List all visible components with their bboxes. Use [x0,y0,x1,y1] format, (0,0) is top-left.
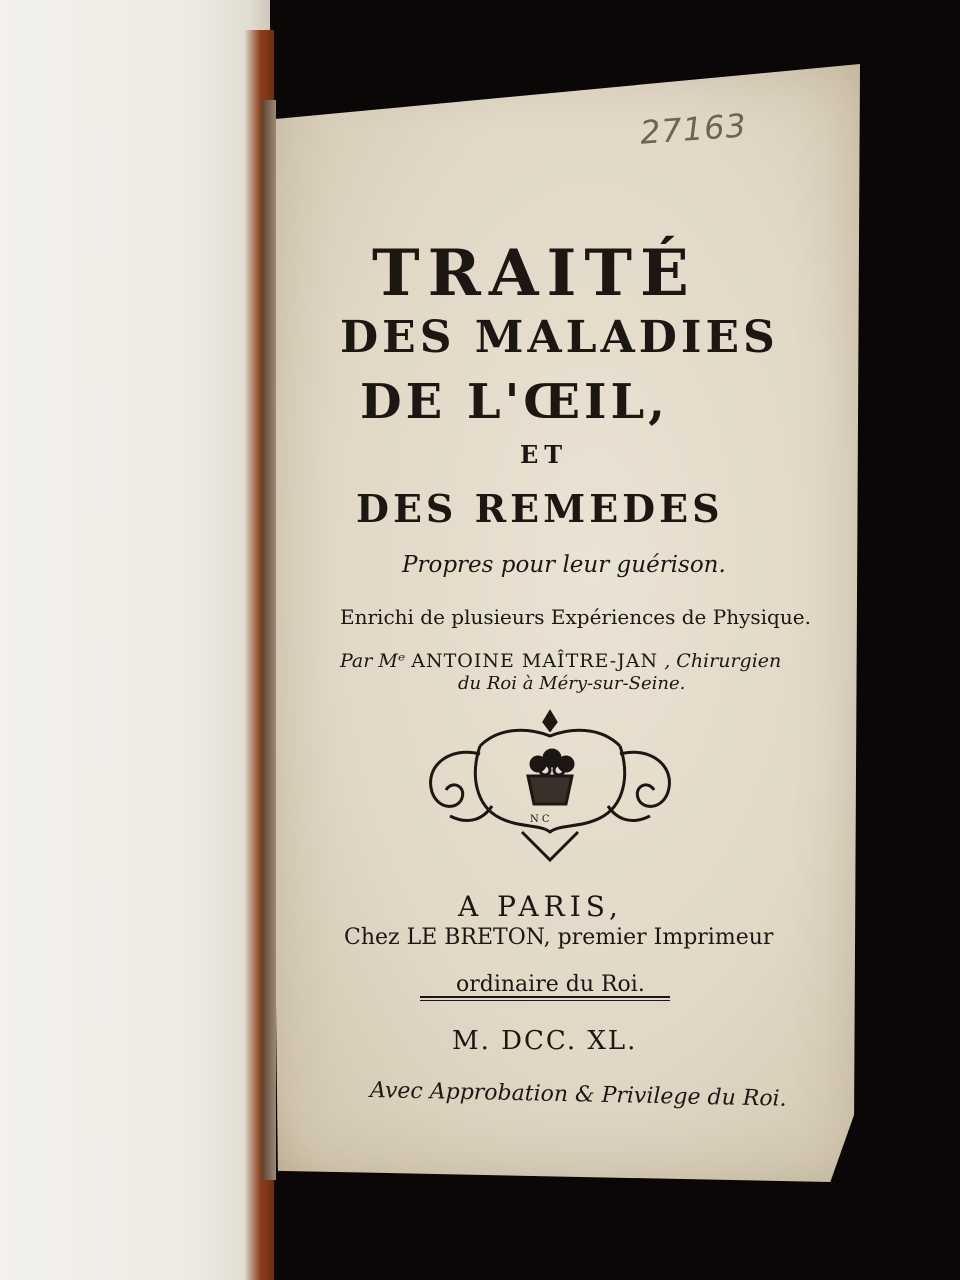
title-line-2: DES MALADIES [340,312,779,363]
title-line-1: TRAITÉ [372,236,697,311]
title-line-4: ET [520,440,569,469]
privilege-line: Avec Approbation & Privilege du Roi. [369,1078,787,1112]
author-name: ANTOINE MAÎTRE-JAN [411,650,659,672]
blank-left-page [0,0,270,1280]
title-line-5: DES REMEDES [356,486,724,531]
author-prefix: Par Mᵉ [340,650,406,672]
subtitle: Propres pour leur guérison. [402,552,726,578]
imprint-publisher: Chez LE BRETON, premier Imprimeur [344,925,774,950]
imprint-city: A PARIS, [458,890,623,923]
book-gutter [262,100,276,1180]
imprint-publisher-2: ordinaire du Roi. [456,972,645,997]
printers-ornament [410,706,690,866]
imprint-rule-thin [420,1000,670,1001]
author-place: du Roi à Méry-sur-Seine. [458,673,686,694]
imprint-date: M. DCC. XL. [452,1026,638,1056]
author-line [340,650,781,672]
author-role: , Chirurgien [664,650,782,672]
ornament-initials: N C [530,814,550,825]
handwritten-inventory-number: 27163 [638,106,748,152]
enrichment-line: Enrichi de plusieurs Expériences de Physique. [340,605,811,629]
title-line-3: DE L'ŒIL, [360,374,669,430]
imprint-rule [420,996,670,998]
